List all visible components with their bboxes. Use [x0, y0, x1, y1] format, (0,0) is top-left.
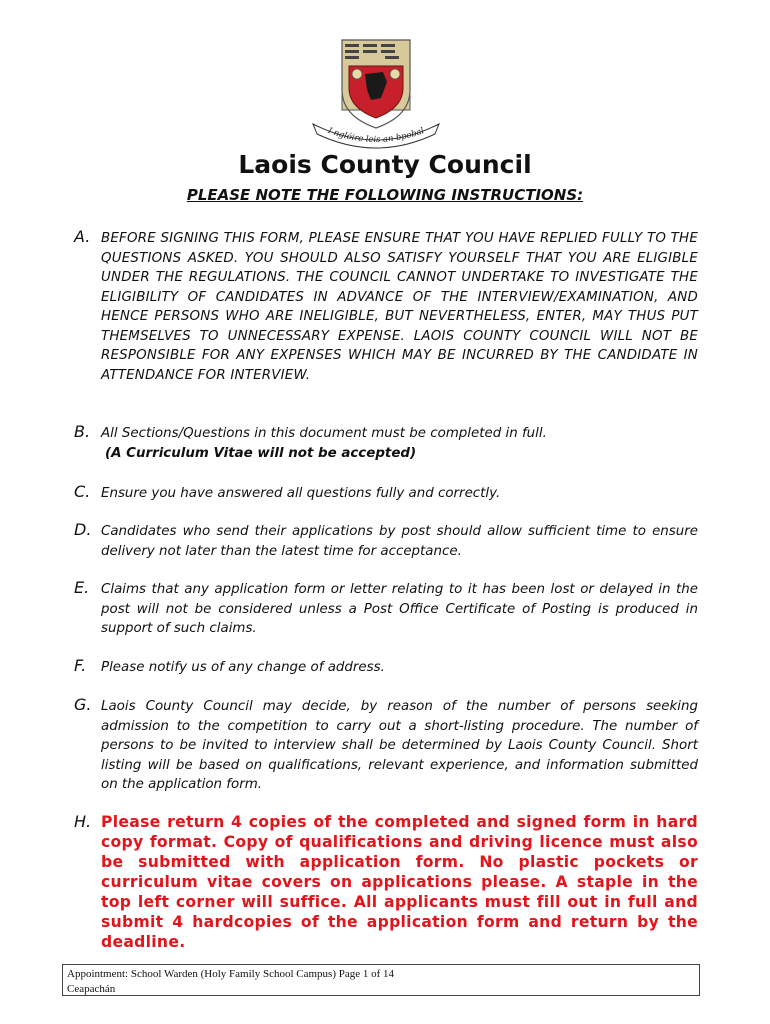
instruction-letter: F.	[74, 656, 87, 675]
instruction-h	[74, 812, 698, 952]
instruction-letter: C.	[74, 482, 91, 501]
instruction-text: Claims that any application form or letter relating to it has been lost or delayed in the post will not be considered unless a Post Office Certificate of Posting is produced in support of such claims.	[101, 582, 698, 636]
instruction-text-red: Please return 4 copies of the completed and signed form in hard copy format. Copy of qualifications and driving licence must also be submitted with application form. No plastic pockets or curriculum vitae covers on applications please. A staple in the top left corner will suffice. All applicants must fill out in full and submit 4 hardcopies of the application form and return by the deadline.	[101, 813, 698, 951]
footer-ceapachan: Ceapachán	[67, 983, 116, 995]
instruction-g	[74, 697, 698, 795]
instruction-letter: A.	[74, 227, 91, 246]
instruction-subtext: (A Curriculum Vitae will not be accepted)	[105, 445, 417, 461]
instruction-a	[74, 229, 698, 385]
instruction-text: Candidates who send their applications by post should allow sufficient time to ensure delivery not later than the latest time for acceptance.	[101, 524, 698, 559]
instruction-text: Please notify us of any change of address.	[101, 660, 385, 675]
instruction-f	[74, 658, 698, 678]
instruction-c	[74, 484, 698, 504]
footer-appointment: Appointment: School Warden (Holy Family School Campus) Page 1 of 14	[67, 968, 395, 980]
crest-logo	[305, 38, 447, 150]
instruction-letter: B.	[74, 422, 91, 441]
page-title: Laois County Council	[238, 150, 532, 179]
instruction-text: All Sections/Questions in this document must be completed in full.	[101, 426, 547, 441]
instruction-letter: E.	[74, 578, 90, 597]
instruction-text: Laois County Council may decide, by reason of the number of persons seeking admission to the competition to carry out a short-listing procedure. The number of persons to be invited to interview shall be determined by Laois County Council. Short listing will be based on qualifications, relevant experience, and information submitted on the application form.	[101, 699, 698, 792]
instruction-letter: D.	[74, 520, 92, 539]
page-footer	[62, 964, 700, 996]
instruction-e	[74, 580, 698, 639]
instruction-letter: G.	[74, 695, 92, 714]
page-subtitle: PLEASE NOTE THE FOLLOWING INSTRUCTIONS:	[186, 186, 584, 204]
instruction-text: Ensure you have answered all questions fully and correctly.	[101, 486, 501, 501]
instruction-d	[74, 522, 698, 561]
crest-motto: I nglóire leis an bpobal	[326, 126, 426, 146]
instruction-text: BEFORE SIGNING THIS FORM, PLEASE ENSURE THAT YOU HAVE REPLIED FULLY TO THE QUESTIONS ASKED. YOU SHOULD ALSO SATISFY YOURSELF THAT YOU ARE ELIGIBLE UNDER THE REGULATIONS. THE COUNCIL CANNOT UNDERTAKE TO INVESTIGATE THE ELIGIBILITY OF CANDIDATES IN ADVANCE OF THE INTERVIEW/EXAMINATION, AND HENCE PERSONS WHO ARE INELIGIBLE, BUT NEVERTHELESS, ENTER, MAY THUS PUT THEMSELVES TO UNNECESSARY EXPENSE. LAOIS COUNTY COUNCIL WILL NOT BE RESPONSIBLE FOR ANY EXPENSES WHICH MAY BE INCURRED BY THE CANDIDATE IN ATTENDANCE FOR INTERVIEW.	[101, 231, 698, 383]
instruction-letter: H.	[74, 812, 92, 831]
instruction-b	[74, 424, 698, 463]
